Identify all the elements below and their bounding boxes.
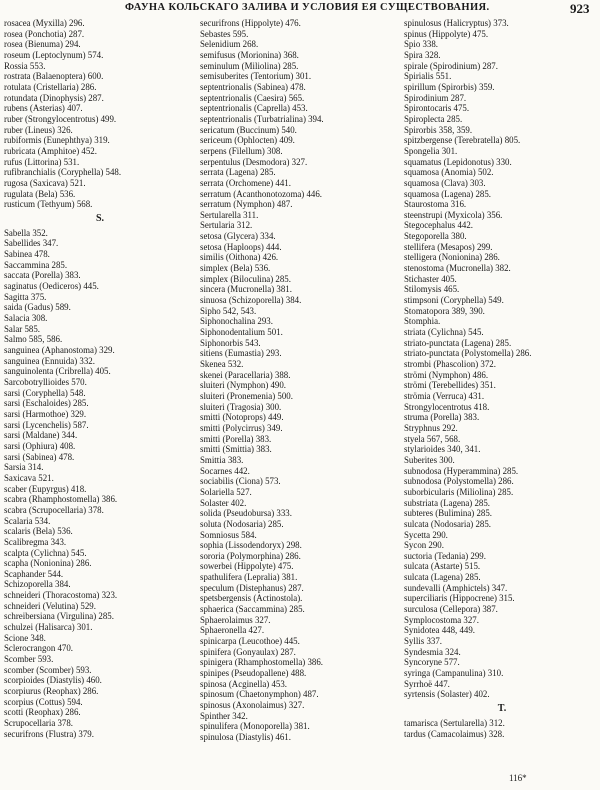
index-entry: ruber (Lineus) 326. — [4, 124, 73, 135]
index-entry: Siphonochalina 293. — [200, 316, 273, 327]
index-entry: sluiteri (Nymphon) 490. — [200, 380, 287, 391]
index-entry: soluta (Nodosaria) 285. — [200, 518, 284, 529]
index-entry: squamosa (Lagena) 285. — [404, 188, 491, 199]
index-entry: schneideri (Thoracostoma) 323. — [4, 590, 118, 601]
index-entry: sanguinolenta (Cribrella) 405. — [4, 366, 111, 377]
index-entry: Scione 348. — [4, 632, 46, 643]
index-entry: ruber (Strongylocentrotus) 499. — [4, 113, 117, 124]
index-entry: sanguinea (Aphanostoma) 329. — [4, 345, 115, 356]
index-entry: Salacia 308. — [4, 313, 48, 324]
index-entry: serpentulus (Desmodora) 327. — [200, 156, 308, 167]
index-entry: rufus (Littorina) 531. — [4, 156, 80, 167]
index-entry: stelligera (Nonionina) 286. — [404, 252, 500, 263]
index-entry: Spio 338. — [404, 39, 439, 50]
index-entry: Sebastes 595. — [200, 28, 249, 39]
index-entry: Scalaria 534. — [4, 515, 51, 526]
index-entry: sulcata (Nodosaria) 285. — [404, 518, 491, 529]
index-entry: striata (Cylichna) 545. — [404, 327, 484, 338]
index-entry: spirillum (Spirorbis) 359. — [404, 81, 495, 92]
index-entry: similis (Oithona) 426. — [200, 252, 279, 263]
index-column-2 — [200, 18, 410, 743]
index-entry: Syllis 337. — [404, 636, 442, 647]
index-entry: Schizoporella 384. — [4, 579, 71, 590]
index-entry: spirale (Spirodinium) 287. — [404, 60, 498, 71]
index-entry: saida (Gadus) 589. — [4, 302, 71, 313]
index-entry: Sipho 542, 543. — [200, 305, 257, 316]
index-entry: stylarioides 340, 341. — [404, 444, 481, 455]
index-entry: strömi (Terebellides) 351. — [404, 380, 496, 391]
index-entry: smitti (Polycirrus) 349. — [200, 422, 283, 433]
index-entry: Scalibregma 343. — [4, 536, 67, 547]
index-entry: Syrrhoë 447. — [404, 678, 450, 689]
index-entry: Stomphia. — [404, 316, 441, 327]
index-entry: striato-punctata (Polystomella) 286. — [404, 348, 532, 359]
index-entry: Strongylocentrotus 418. — [404, 401, 490, 412]
index-entry: superciliaris (Hippocrene) 315. — [404, 593, 515, 604]
index-entry: scabra (Scrupocellaria) 378. — [4, 504, 104, 515]
index-entry: Syncoryne 577. — [404, 657, 460, 668]
index-entry: serrata (Lagena) 285. — [200, 167, 276, 178]
index-entry: schneideri (Velutina) 529. — [4, 600, 96, 611]
index-entry: securifrons (Hippolyte) 476. — [200, 18, 301, 28]
index-entry: sluiteri (Tragosia) 300. — [200, 401, 282, 412]
index-entry: spathulifera (Lepralia) 381. — [200, 572, 298, 583]
index-entry: subteres (Bulimina) 285. — [404, 508, 492, 519]
index-entry: Sertularella 311. — [200, 209, 259, 220]
index-entry: spinosum (Chaetonymphon) 487. — [200, 689, 319, 700]
index-entry: seminulum (Miliolina) 285. — [200, 60, 299, 71]
index-entry: sophia (Lissodendoryx) 298. — [200, 540, 302, 551]
index-entry: strömi (Nymphon) 486. — [404, 369, 489, 380]
index-entry: simplex (Bela) 536. — [200, 263, 271, 274]
index-entry: sarsi (Ophiura) 408. — [4, 440, 76, 451]
index-entry: scalaris (Bela) 536. — [4, 526, 73, 537]
index-entry: Staurostoma 316. — [404, 199, 467, 210]
index-entry: spinulosa (Diastylis) 461. — [200, 731, 291, 742]
index-entry: Syndesmia 324. — [404, 646, 461, 657]
index-entry: spinulifera (Monoporella) 381. — [200, 721, 310, 732]
index-entry: suborbicularis (Miliolina) 285. — [404, 486, 514, 497]
index-entry: tardus (Camacolaimus) 328. — [404, 728, 505, 739]
index-entry: setosa (Glycera) 334. — [200, 231, 276, 242]
index-entry: semisuberites (Tentorium) 301. — [200, 71, 312, 82]
index-entry: sowerbei (Hippolyte) 475. — [200, 561, 294, 572]
index-entry: septentrionalis (Sabinea) 478. — [200, 81, 306, 92]
index-entry: scorpioides (Diastylis) 460. — [4, 675, 102, 686]
index-entry: Sertularia 312. — [200, 220, 253, 231]
index-entry: sarsi (Sabinea) 478. — [4, 451, 75, 462]
index-entry: sincera (Mucronella) 381. — [200, 284, 292, 295]
index-entry: Scaphander 544. — [4, 568, 64, 579]
index-entry: Skenea 532. — [200, 359, 244, 369]
index-entry: subnodosa (Polystomella) 286. — [404, 476, 514, 487]
index-entry: Suberites 300. — [404, 454, 455, 465]
index-entry: Spirodinium 287. — [404, 92, 467, 103]
index-entry: squamosa (Clava) 303. — [404, 177, 486, 188]
section-letter-t: T. — [497, 703, 507, 714]
index-entry: steenstrupi (Myxicola) 356. — [404, 209, 503, 220]
index-entry: Spirialis 551. — [404, 71, 452, 82]
index-entry: Scomber 593. — [4, 654, 54, 665]
signature-mark: 116* — [509, 773, 527, 783]
index-entry: stellifera (Mesapos) 299. — [404, 241, 493, 252]
index-entry: spinulosus (Halicryptus) 373. — [404, 18, 509, 28]
index-entry: setosa (Haploops) 444. — [200, 241, 282, 252]
index-entry: Saxicava 521. — [4, 472, 54, 483]
index-entry: Sphaerolaimus 327. — [200, 614, 271, 625]
index-entry: schreibersiana (Virgulina) 285. — [4, 611, 114, 622]
index-entry: Sarsia 314. — [4, 462, 44, 473]
index-entry: Salmo 585, 586. — [4, 334, 63, 345]
index-entry: Sycon 290. — [404, 540, 444, 551]
index-entry: rubricata (Amphitoe) 452. — [4, 145, 97, 156]
index-entry: sinuosa (Schizoporella) 384. — [200, 295, 302, 306]
index-entry: Sphaeronella 427. — [200, 625, 265, 636]
index-entry: Symplocostoma 327. — [404, 614, 479, 625]
index-entry: Stegoporella 380. — [404, 231, 467, 242]
index-entry: Sabellides 347. — [4, 238, 59, 249]
index-entry: suctoria (Tedania) 299. — [404, 550, 486, 561]
index-entry: Sagitta 375. — [4, 291, 47, 302]
index-entry: spetsbergensis (Actinostola). — [200, 593, 303, 604]
page-number: 923 — [570, 1, 590, 16]
index-entry: septentrionalis (Caprella) 453. — [200, 103, 308, 114]
index-entry: squamatus (Lepidonotus) 330. — [404, 156, 512, 167]
index-entry: scotti (Reophax) 286. — [4, 707, 81, 718]
index-entry: solida (Pseudobursa) 333. — [200, 508, 292, 519]
index-entry: Smittia 383. — [200, 454, 244, 465]
index-entry: styela 567, 568. — [404, 433, 461, 444]
running-header — [0, 2, 600, 18]
index-entry: rugosa (Saxicava) 521. — [4, 177, 86, 188]
index-entry: Selenidium 268. — [200, 39, 259, 50]
index-entry: squamosa (Anomia) 502. — [404, 167, 494, 178]
index-entry: simplex (Biloculina) 285. — [200, 273, 291, 284]
index-entry: rotundata (Dinophysis) 287. — [4, 92, 104, 103]
index-entry: Rossia 553. — [4, 60, 46, 71]
index-entry: spinicarpa (Leucothoe) 445. — [200, 636, 300, 647]
index-entry: syrtensis (Solaster) 402. — [404, 689, 490, 700]
index-entry: spitzbergense (Terebratella) 805. — [404, 135, 521, 146]
index-entry: sericeum (Ophlocten) 409. — [200, 135, 295, 146]
index-entry: saccata (Porella) 383. — [4, 270, 81, 281]
index-entry: speculum (Distephanus) 287. — [200, 582, 304, 593]
index-entry: sarsi (Maldane) 344. — [4, 430, 78, 441]
index-entry: spinus (Hippolyte) 475. — [404, 28, 489, 39]
index-entry: smitti (Notoprops) 449. — [200, 412, 284, 423]
index-entry: rosea (Bienuma) 294. — [4, 39, 81, 50]
index-entry: rufibranchialis (Coryphella) 548. — [4, 167, 122, 178]
index-entry: subnodosa (Hyperammina) 285. — [404, 465, 519, 476]
index-entry: sundevalli (Amphictels) 347. — [404, 582, 508, 593]
index-entry: sororia (Polymorphina) 286. — [200, 550, 301, 561]
index-entry: Stichaster 405. — [404, 273, 457, 284]
index-entry: scabra (Rhamphostomella) 386. — [4, 494, 118, 505]
index-entry: Solariella 527. — [200, 486, 252, 497]
index-entry: struma (Porella) 383. — [404, 412, 480, 423]
index-entry: sphaerica (Saccammina) 285. — [200, 604, 305, 615]
index-entry: Spinther 342. — [200, 710, 248, 721]
index-entry: rosacea (Myxilla) 296. — [4, 18, 85, 28]
index-entry: Siphonorbis 543. — [200, 337, 261, 348]
index-entry: smitti (Smittia) 383. — [200, 444, 272, 455]
index-entry: Sabella 352. — [4, 227, 48, 238]
index-entry: Salar 585. — [4, 323, 40, 334]
index-entry: stimpsoni (Coryphella) 549. — [404, 295, 504, 306]
index-entry: sanguinea (Ennuida) 332. — [4, 355, 95, 366]
index-entry: rostrata (Balaenoptera) 600. — [4, 71, 104, 82]
index-entry: Spirorbis 358, 359. — [404, 124, 473, 135]
index-entry: rubiformis (Eunephthya) 319. — [4, 135, 110, 146]
index-entry: roseum (Leptoclynum) 574. — [4, 49, 104, 60]
index-entry: schulzei (Halisarca) 301. — [4, 622, 93, 633]
index-entry: sarsi (Coryphella) 548. — [4, 387, 86, 398]
index-entry: Saccammina 285. — [4, 259, 68, 270]
index-entry: Somniosus 584. — [200, 529, 257, 540]
index-entry: Sycetta 290. — [404, 529, 448, 540]
index-entry: rosea (Ponchotia) 287. — [4, 28, 85, 39]
index-entry: Spira 328. — [404, 49, 441, 60]
index-entry: serrata (Orchomene) 441. — [200, 177, 291, 188]
index-entry: Siphonodentalium 501. — [200, 327, 283, 338]
index-entry: sulcata (Astarte) 515. — [404, 561, 481, 572]
index-entry: securifrons (Flustra) 379. — [4, 728, 94, 739]
index-entry: scaber (Eupyrgus) 418. — [4, 483, 87, 494]
index-entry: rusticum (Tethyum) 568. — [4, 199, 93, 210]
index-entry: rubens (Asterias) 407. — [4, 103, 83, 114]
index-entry: spinigera (Rhamphostomella) 386. — [200, 657, 323, 668]
section-letter-s: S. — [95, 212, 105, 224]
index-entry: scalpta (Cylichna) 545. — [4, 547, 87, 558]
index-entry: Spirontocaris 475. — [404, 103, 470, 114]
index-entry: spinosa (Acginella) 453. — [200, 678, 288, 689]
index-entry: spinipes (Pseudopallene) 488. — [200, 668, 307, 679]
index-entry: serratum (Acanthonotozoma) 446. — [200, 188, 322, 199]
index-entry: scorpius (Cottus) 594. — [4, 696, 83, 707]
index-column-1 — [4, 18, 196, 739]
index-entry: spinosus (Axonolaimus) 327. — [200, 700, 305, 710]
index-entry: rugulata (Bela) 536. — [4, 188, 76, 199]
index-entry: scorpiurus (Reophax) 286. — [4, 686, 99, 697]
index-entry: smitti (Porella) 383. — [200, 433, 272, 444]
index-entry: Stegocephalus 442. — [404, 220, 474, 231]
index-entry: semifusus (Morionina) 368. — [200, 49, 299, 60]
index-entry: surculosa (Cellepora) 387. — [404, 604, 498, 615]
index-entry: sarsi (Lycenchelis) 587. — [4, 419, 89, 430]
index-entry: Sclerocrangon 470. — [4, 643, 74, 654]
index-entry: Sarcobotryllioides 570. — [4, 377, 87, 387]
index-entry: sarsi (Harmothoe) 329. — [4, 408, 87, 419]
index-entry: sulcata (Lagena) 285. — [404, 572, 481, 583]
index-entry: septentrionalis (Turbatrialina) 394. — [200, 113, 324, 124]
index-entry: Scrupocellaria 378. — [4, 718, 74, 728]
index-entry: sericatum (Buccinum) 540. — [200, 124, 297, 135]
index-entry: striato-punctata (Lagena) 285. — [404, 337, 512, 348]
index-entry: Sabinea 478. — [4, 249, 50, 260]
index-entry: septentrionalis (Caesira) 565. — [200, 92, 305, 103]
index-entry: Solaster 402. — [200, 497, 247, 508]
index-entry: Spiroplecta 285. — [404, 113, 463, 124]
index-entry: Stomatopora 389, 390. — [404, 305, 485, 316]
index-column-3 — [404, 18, 600, 739]
index-entry: Socarnes 442. — [200, 465, 250, 476]
index-entry: saginatus (Oediceros) 445. — [4, 281, 99, 292]
index-entry: tamarisca (Sertularella) 312. — [404, 718, 505, 728]
index-entry: sarsi (Eschaloides) 285. — [4, 398, 89, 409]
index-entry: substriata (Lagena) 285. — [404, 497, 491, 508]
index-entry: scapha (Nonionina) 286. — [4, 558, 92, 569]
running-title: ФАУНА КОЛЬСКАГО ЗАЛИВА И УСЛОВИЯ ЕЯ СУЩЕСТВОВАНИЯ. — [125, 2, 490, 13]
index-entry: serratum (Nymphon) 487. — [200, 199, 293, 210]
index-entry: syringa (Campanulina) 310. — [404, 668, 504, 679]
index-entry: strombi (Phascolion) 372. — [404, 359, 496, 369]
index-entry: skenei (Paracellaria) 388. — [200, 369, 291, 380]
index-entry: sluiteri (Pronemenia) 500. — [200, 390, 293, 401]
index-entry: serpens (Filellum) 308. — [200, 145, 283, 156]
index-entry: stenostoma (Mucronella) 382. — [404, 263, 511, 274]
index-entry: Stilomysis 465. — [404, 284, 460, 295]
index-entry: sociabilis (Ciona) 573. — [200, 476, 281, 487]
index-entry: rotulata (Cristellaria) 286. — [4, 81, 97, 92]
index-entry: Synidotea 448, 449. — [404, 625, 475, 636]
index-entry: scomber (Scomber) 593. — [4, 664, 92, 675]
index-entry: sitiens (Eumastia) 293. — [200, 348, 282, 359]
index-entry: Spongelia 301. — [404, 145, 458, 156]
index-entry: Stryphnus 292. — [404, 422, 458, 433]
index-entry: strömia (Verruca) 431. — [404, 390, 485, 401]
index-entry: spinifera (Gonyaulax) 287. — [200, 646, 296, 657]
